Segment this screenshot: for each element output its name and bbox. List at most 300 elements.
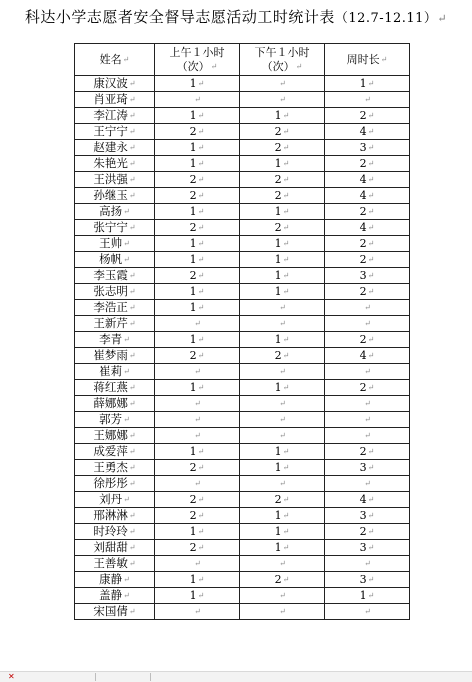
paragraph-mark: ↵ (197, 495, 205, 504)
paragraph-mark: ↵ (364, 607, 371, 616)
afternoon-hours-cell: 1↵ (240, 284, 325, 300)
paragraph-mark: ↵ (123, 207, 130, 216)
weekly-total-cell: 2↵ (325, 156, 410, 172)
afternoon-hours-cell (240, 300, 325, 316)
paragraph-mark: ↵ (279, 415, 286, 424)
paragraph-mark: ↵ (282, 495, 290, 504)
name-cell: 邢淋淋↵ (75, 508, 155, 524)
name-cell: 时玲玲↵ (75, 524, 155, 540)
weekly-total-cell: 2↵ (325, 444, 410, 460)
paragraph-mark: ↵ (194, 319, 201, 328)
weekly-total-cell: 4↵ (325, 348, 410, 364)
weekly-total-cell: 3↵ (325, 268, 410, 284)
paragraph-mark: ↵ (367, 527, 375, 536)
table-row (75, 572, 410, 588)
paragraph-mark: ↵ (367, 495, 375, 504)
weekly-total-cell: 1↵ (325, 76, 410, 92)
afternoon-hours-cell: 2↵ (240, 172, 325, 188)
paragraph-mark: ↵ (197, 351, 205, 360)
paragraph-mark: ↵ (128, 271, 136, 280)
paragraph-mark: ↵ (367, 591, 375, 600)
table-row (75, 92, 410, 108)
paragraph-mark: ↵ (367, 351, 375, 360)
title-date: （12.7-12.11） (334, 11, 438, 26)
name-cell: 康静↵ (75, 572, 155, 588)
morning-hours-cell: 2↵ (155, 220, 240, 236)
morning-hours-cell (155, 396, 240, 412)
paragraph-mark: ↵ (279, 303, 286, 312)
table-body (75, 76, 410, 620)
paragraph-mark: ↵ (282, 191, 290, 200)
afternoon-hours-cell: 1↵ (240, 524, 325, 540)
paragraph-mark: ↵ (364, 95, 371, 104)
paragraph-mark: ↵ (128, 431, 136, 440)
paragraph-mark: ↵ (282, 239, 290, 248)
table-header-row (75, 44, 410, 76)
paragraph-mark: ↵ (367, 463, 375, 472)
paragraph-mark: ↵ (364, 415, 371, 424)
paragraph-mark: ↵ (279, 367, 286, 376)
paragraph-mark: ↵ (122, 54, 130, 64)
name-cell: 成爱萍↵ (75, 444, 155, 460)
header-name: 姓名↵ (75, 44, 155, 76)
paragraph-mark: ↵ (380, 54, 388, 64)
paragraph-mark: ↵ (367, 543, 375, 552)
table-row (75, 460, 410, 476)
table-row (75, 172, 410, 188)
paragraph-mark: ↵ (367, 143, 375, 152)
paragraph-mark: ↵ (197, 591, 205, 600)
name-cell: 王洪强↵ (75, 172, 155, 188)
table-row (75, 236, 410, 252)
paragraph-mark: ↵ (367, 207, 375, 216)
weekly-total-cell (325, 476, 410, 492)
paragraph-mark: ↵ (282, 511, 290, 520)
paragraph-mark: ↵ (282, 271, 290, 280)
morning-hours-cell (155, 604, 240, 620)
name-cell: 薛娜娜↵ (75, 396, 155, 412)
paragraph-mark: ↵ (279, 591, 286, 600)
weekly-total-cell: 3↵ (325, 508, 410, 524)
weekly-total-cell (325, 412, 410, 428)
name-cell: 王宁宁↵ (75, 124, 155, 140)
table-row (75, 396, 410, 412)
morning-hours-cell: 1↵ (155, 380, 240, 396)
paragraph-mark: ↵ (128, 543, 136, 552)
paragraph-mark: ↵ (197, 191, 205, 200)
paragraph-mark: ↵ (197, 511, 205, 520)
paragraph-mark: ↵ (367, 575, 375, 584)
morning-hours-cell (155, 364, 240, 380)
paragraph-mark: ↵ (128, 287, 136, 296)
paragraph-mark: ↵ (367, 287, 375, 296)
paragraph-mark: ↵ (194, 431, 201, 440)
paragraph-mark: ↵ (197, 111, 205, 120)
paragraph-mark: ↵ (367, 255, 375, 264)
paragraph-mark: ↵ (279, 95, 286, 104)
table-row (75, 188, 410, 204)
paragraph-mark: ↵ (197, 527, 205, 536)
afternoon-hours-cell: 2↵ (240, 140, 325, 156)
morning-hours-cell (155, 428, 240, 444)
paragraph-mark: ↵ (128, 559, 136, 568)
paragraph-mark: ↵ (282, 287, 290, 296)
paragraph-mark: ↵ (282, 255, 290, 264)
paragraph-mark: ↵ (123, 239, 130, 248)
weekly-total-cell: 2↵ (325, 108, 410, 124)
paragraph-mark: ↵ (128, 143, 136, 152)
morning-hours-cell: 1↵ (155, 444, 240, 460)
paragraph-mark: ↵ (197, 575, 205, 584)
hours-statistics-table (74, 43, 410, 620)
table-row (75, 76, 410, 92)
table-row (75, 604, 410, 620)
afternoon-hours-cell: 2↵ (240, 572, 325, 588)
paragraph-mark: ↵ (364, 559, 371, 568)
paragraph-mark: ↵ (123, 367, 130, 376)
weekly-total-cell (325, 556, 410, 572)
morning-hours-cell: 1↵ (155, 76, 240, 92)
paragraph-mark: ↵ (364, 431, 371, 440)
paragraph-mark: ↵ (295, 61, 303, 71)
afternoon-hours-cell: 1↵ (240, 444, 325, 460)
weekly-total-cell: 2↵ (325, 380, 410, 396)
name-cell: 康汉波↵ (75, 76, 155, 92)
name-cell: 刘丹↵ (75, 492, 155, 508)
paragraph-mark: ↵ (123, 335, 130, 344)
status-divider (150, 673, 151, 681)
morning-hours-cell: 2↵ (155, 188, 240, 204)
paragraph-mark: ↵ (282, 351, 290, 360)
afternoon-hours-cell: 2↵ (240, 188, 325, 204)
afternoon-hours-cell: 1↵ (240, 156, 325, 172)
paragraph-mark: ↵ (128, 607, 136, 616)
afternoon-hours-cell: 2↵ (240, 124, 325, 140)
name-cell: 蒋红燕↵ (75, 380, 155, 396)
name-cell: 高扬↵ (75, 204, 155, 220)
paragraph-mark: ↵ (123, 591, 130, 600)
morning-hours-cell: 1↵ (155, 588, 240, 604)
name-cell: 刘甜甜↵ (75, 540, 155, 556)
paragraph-mark: ↵ (197, 223, 205, 232)
weekly-total-cell: 3↵ (325, 460, 410, 476)
weekly-total-cell (325, 300, 410, 316)
table-row (75, 428, 410, 444)
name-cell: 王勇杰↵ (75, 460, 155, 476)
table-row (75, 444, 410, 460)
afternoon-hours-cell (240, 476, 325, 492)
weekly-total-cell: 3↵ (325, 140, 410, 156)
paragraph-mark: ↵ (194, 367, 201, 376)
morning-hours-cell: 1↵ (155, 108, 240, 124)
morning-hours-cell: 1↵ (155, 156, 240, 172)
header-weekly-total: 周时长↵ (325, 44, 410, 76)
paragraph-mark: ↵ (128, 223, 136, 232)
table-row (75, 364, 410, 380)
paragraph-mark: ↵ (282, 159, 290, 168)
paragraph-mark: ↵ (128, 95, 136, 104)
morning-hours-cell (155, 412, 240, 428)
afternoon-hours-cell: 1↵ (240, 204, 325, 220)
morning-hours-cell: 1↵ (155, 140, 240, 156)
afternoon-hours-cell: 1↵ (240, 380, 325, 396)
paragraph-mark: ↵ (282, 543, 290, 552)
table-row (75, 268, 410, 284)
name-cell: 李浩正↵ (75, 300, 155, 316)
weekly-total-cell: 2↵ (325, 236, 410, 252)
table-row (75, 524, 410, 540)
paragraph-mark: ↵ (282, 223, 290, 232)
paragraph-mark: ↵ (210, 61, 218, 71)
paragraph-mark: ↵ (279, 319, 286, 328)
paragraph-mark: ↵ (194, 559, 201, 568)
afternoon-hours-cell: 2↵ (240, 492, 325, 508)
name-cell: 王帅↵ (75, 236, 155, 252)
paragraph-mark: ↵ (197, 271, 205, 280)
paragraph-mark: ↵ (128, 303, 136, 312)
table-row (75, 204, 410, 220)
paragraph-mark: ↵ (364, 319, 371, 328)
header-afternoon: 下午１小时 （次）↵ (240, 44, 325, 76)
weekly-total-cell: 2↵ (325, 332, 410, 348)
paragraph-mark: ↵ (367, 127, 375, 136)
name-cell: 徐彤彤↵ (75, 476, 155, 492)
weekly-total-cell (325, 364, 410, 380)
table-row (75, 300, 410, 316)
paragraph-mark: ↵ (128, 175, 136, 184)
paragraph-mark: ↵ (197, 543, 205, 552)
morning-hours-cell: 1↵ (155, 284, 240, 300)
title-main: 科达小学志愿者安全督导志愿活动工时统计表 (24, 8, 335, 26)
paragraph-mark: ↵ (367, 79, 375, 88)
morning-hours-cell: 1↵ (155, 252, 240, 268)
weekly-total-cell: 1↵ (325, 588, 410, 604)
paragraph-mark: ↵ (123, 495, 130, 504)
paragraph-mark: ↵ (194, 479, 201, 488)
paragraph-mark: ↵ (282, 463, 290, 472)
paragraph-mark: ↵ (367, 191, 375, 200)
paragraph-mark: ↵ (282, 575, 290, 584)
paragraph-mark: ↵ (128, 479, 136, 488)
paragraph-mark: ↵ (194, 415, 201, 424)
name-cell: 王善敏↵ (75, 556, 155, 572)
morning-hours-cell: 2↵ (155, 172, 240, 188)
paragraph-mark: ↵ (197, 463, 205, 472)
afternoon-hours-cell: 1↵ (240, 540, 325, 556)
name-cell: 李青↵ (75, 332, 155, 348)
paragraph-mark: ↵ (364, 367, 371, 376)
paragraph-mark: ↵ (128, 191, 136, 200)
name-cell: 孙继玉↵ (75, 188, 155, 204)
table-row (75, 348, 410, 364)
paragraph-mark: ↵ (197, 127, 205, 136)
paragraph-mark: ↵ (282, 335, 290, 344)
morning-hours-cell: 1↵ (155, 300, 240, 316)
paragraph-mark: ↵ (128, 159, 136, 168)
paragraph-mark: ↵ (197, 175, 205, 184)
morning-hours-cell: 2↵ (155, 348, 240, 364)
table-row (75, 540, 410, 556)
paragraph-mark: ↵ (282, 143, 290, 152)
weekly-total-cell: 4↵ (325, 220, 410, 236)
afternoon-hours-cell (240, 364, 325, 380)
table-row (75, 332, 410, 348)
name-cell: 郭芳↵ (75, 412, 155, 428)
paragraph-mark: ↵ (282, 527, 290, 536)
paragraph-mark: ↵ (128, 463, 136, 472)
paragraph-mark: ↵ (128, 79, 136, 88)
name-cell: 张志明↵ (75, 284, 155, 300)
weekly-total-cell: 2↵ (325, 524, 410, 540)
paragraph-mark: ↵ (367, 239, 375, 248)
paragraph-mark: ↵ (367, 383, 375, 392)
table-row (75, 252, 410, 268)
afternoon-hours-cell: 1↵ (240, 252, 325, 268)
morning-hours-cell: 1↵ (155, 204, 240, 220)
paragraph-mark: ↵ (128, 383, 136, 392)
weekly-total-cell (325, 316, 410, 332)
table-row (75, 140, 410, 156)
paragraph-mark: ↵ (197, 447, 205, 456)
paragraph-mark: ↵ (282, 447, 290, 456)
weekly-total-cell: 4↵ (325, 188, 410, 204)
paragraph-mark: ↵ (128, 111, 136, 120)
table-row (75, 508, 410, 524)
name-cell: 朱艳光↵ (75, 156, 155, 172)
weekly-total-cell (325, 428, 410, 444)
paragraph-mark: ↵ (279, 431, 286, 440)
paragraph-mark: ↵ (367, 111, 375, 120)
paragraph-mark: ↵ (197, 255, 205, 264)
name-cell: 崔莉↵ (75, 364, 155, 380)
paragraph-mark: ↵ (367, 271, 375, 280)
weekly-total-cell (325, 92, 410, 108)
afternoon-hours-cell: 1↵ (240, 508, 325, 524)
name-cell: 王娜娜↵ (75, 428, 155, 444)
morning-hours-cell (155, 476, 240, 492)
name-cell: 李江涛↵ (75, 108, 155, 124)
name-cell: 宋国倩↵ (75, 604, 155, 620)
table-row (75, 412, 410, 428)
afternoon-hours-cell: 1↵ (240, 332, 325, 348)
paragraph-mark: ↵ (128, 447, 136, 456)
name-cell: 杨帆↵ (75, 252, 155, 268)
paragraph-mark: ↵ (279, 607, 286, 616)
name-cell: 盖静↵ (75, 588, 155, 604)
status-divider (95, 673, 96, 681)
paragraph-mark: ↵ (282, 111, 290, 120)
paragraph-mark: ↵ (364, 303, 371, 312)
paragraph-mark: ↵ (197, 335, 205, 344)
afternoon-hours-cell (240, 588, 325, 604)
paragraph-mark: ↵ (279, 399, 286, 408)
table-row (75, 124, 410, 140)
paragraph-mark: ↵ (123, 255, 130, 264)
paragraph-mark: ↵ (128, 351, 136, 360)
paragraph-mark: ↵ (367, 335, 375, 344)
afternoon-hours-cell (240, 92, 325, 108)
status-bar (0, 671, 472, 682)
paragraph-mark: ↵ (197, 287, 205, 296)
afternoon-hours-cell (240, 428, 325, 444)
morning-hours-cell: 1↵ (155, 332, 240, 348)
afternoon-hours-cell (240, 412, 325, 428)
weekly-total-cell: 3↵ (325, 540, 410, 556)
paragraph-mark: ↵ (128, 399, 136, 408)
table-row (75, 316, 410, 332)
morning-hours-cell (155, 556, 240, 572)
afternoon-hours-cell: 2↵ (240, 220, 325, 236)
paragraph-mark: ↵ (367, 159, 375, 168)
morning-hours-cell: 2↵ (155, 124, 240, 140)
paragraph-mark: ↵ (279, 559, 286, 568)
paragraph-mark: ↵ (282, 175, 290, 184)
table-row (75, 588, 410, 604)
paragraph-mark: ↵ (367, 447, 375, 456)
paragraph-mark: ↵ (367, 511, 375, 520)
table-row (75, 556, 410, 572)
name-cell: 赵建永↵ (75, 140, 155, 156)
afternoon-hours-cell: 1↵ (240, 236, 325, 252)
paragraph-mark: ↵ (197, 303, 205, 312)
weekly-total-cell: 3↵ (325, 572, 410, 588)
morning-hours-cell: 2↵ (155, 492, 240, 508)
morning-hours-cell (155, 92, 240, 108)
morning-hours-cell: 1↵ (155, 236, 240, 252)
page-title (0, 6, 472, 27)
paragraph-mark: ↵ (128, 127, 136, 136)
paragraph-mark: ↵ (194, 95, 201, 104)
name-cell: 李玉霞↵ (75, 268, 155, 284)
paragraph-mark: ↵ (367, 223, 375, 232)
name-cell: 王新芹↵ (75, 316, 155, 332)
afternoon-hours-cell (240, 604, 325, 620)
table-row (75, 220, 410, 236)
morning-hours-cell: 2↵ (155, 268, 240, 284)
table-row (75, 380, 410, 396)
paragraph-mark: ↵ (197, 383, 205, 392)
morning-hours-cell: 2↵ (155, 508, 240, 524)
weekly-total-cell: 2↵ (325, 284, 410, 300)
afternoon-hours-cell (240, 76, 325, 92)
paragraph-mark: ↵ (364, 479, 371, 488)
header-morning: 上午１小时 （次）↵ (155, 44, 240, 76)
paragraph-mark: ↵ (279, 79, 286, 88)
paragraph-mark: ↵ (197, 79, 205, 88)
paragraph-mark: ↵ (197, 143, 205, 152)
weekly-total-cell: 4↵ (325, 172, 410, 188)
name-cell: 肖亚琦↵ (75, 92, 155, 108)
afternoon-hours-cell: 2↵ (240, 348, 325, 364)
paragraph-mark: ↵ (367, 175, 375, 184)
afternoon-hours-cell (240, 556, 325, 572)
morning-hours-cell: 2↵ (155, 460, 240, 476)
paragraph-mark: ↵ (128, 511, 136, 520)
paragraph-mark: ↵ (279, 479, 286, 488)
morning-hours-cell: 2↵ (155, 540, 240, 556)
morning-hours-cell: 1↵ (155, 524, 240, 540)
afternoon-hours-cell: 1↵ (240, 268, 325, 284)
paragraph-mark: ↵ (197, 207, 205, 216)
table-row (75, 156, 410, 172)
table-row (75, 476, 410, 492)
morning-hours-cell: 1↵ (155, 572, 240, 588)
spelling-error-icon: ✕ (8, 672, 15, 681)
paragraph-mark: ↵ (282, 127, 290, 136)
afternoon-hours-cell: 1↵ (240, 108, 325, 124)
paragraph-mark: ↵ (123, 415, 130, 424)
table-row (75, 284, 410, 300)
